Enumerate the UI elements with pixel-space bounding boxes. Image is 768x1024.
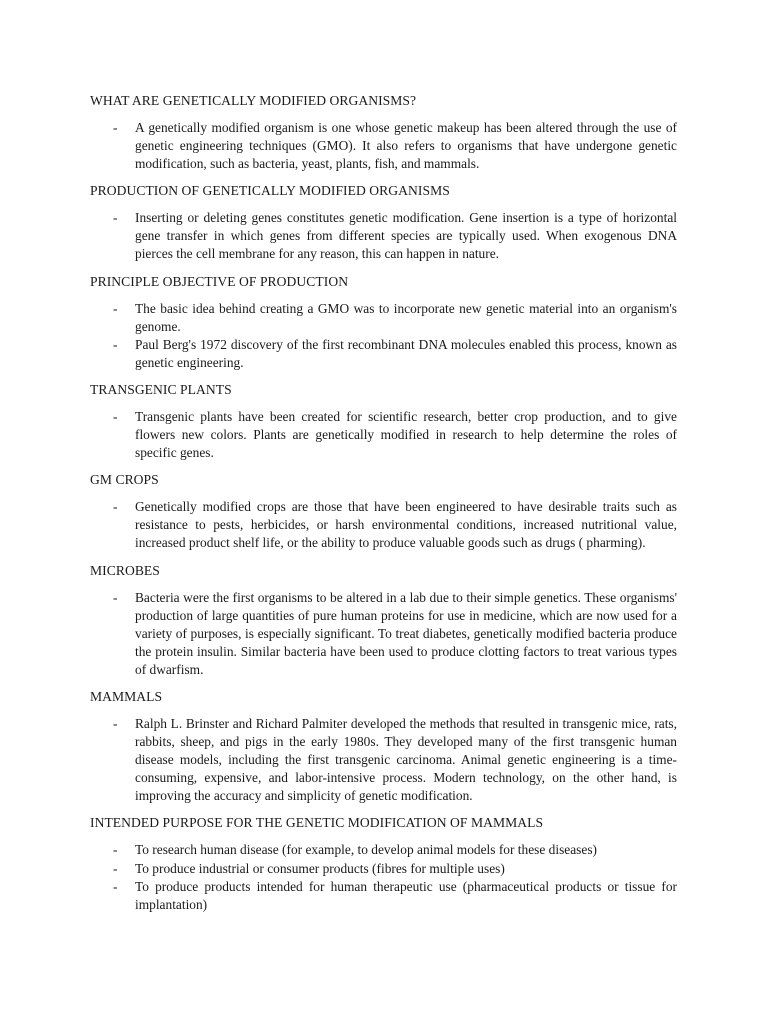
- bullet-list: [90, 300, 677, 372]
- bullet-item: [90, 408, 677, 462]
- bullet-text: Bacteria were the first organisms to be altered in a lab due to their simple genetics. These organisms' production of large quantities of pure human proteins for use in medicine, which are now used for a variety of purposes, is especially significant. To treat diabetes, genetically modified bacteria produce the protein insulin. Similar bacteria have been used to produce clotting factors to treat various types of dwarfism.: [135, 589, 677, 677]
- bullet-list: [90, 841, 677, 913]
- bullet-text: A genetically modified organism is one whose genetic makeup has been altered through the use of genetic engineering techniques (GMO). It also refers to organisms that have undergone genetic modification, such as bacteria, yeast, plants, fish, and mammals.: [135, 120, 677, 172]
- document-content: [90, 92, 677, 923]
- bullet-dash: -: [113, 499, 118, 515]
- bullet-list: [90, 209, 677, 263]
- bullet-item: [90, 589, 677, 679]
- bullet-item: [90, 860, 677, 878]
- bullet-dash: -: [113, 589, 118, 605]
- section-title: TRANSGENIC PLANTS: [90, 381, 232, 397]
- bullet-dash: -: [113, 300, 118, 316]
- bullet-text: To produce products intended for human therapeutic use (pharmaceutical products or tissue for implantation): [135, 878, 677, 912]
- bullet-text: Transgenic plants have been created for scientific research, better crop production, and to give flowers new colors. Plants are genetically modified in research to help determine the roles of specific genes.: [135, 408, 677, 461]
- bullet-dash: -: [113, 860, 118, 876]
- bullet-list: [90, 408, 677, 462]
- section-title: PRODUCTION OF GENETICALLY MODIFIED ORGANISMS: [90, 183, 450, 199]
- section-title: MAMMALS: [90, 688, 163, 704]
- bullet-text: Inserting or deleting genes constitutes genetic modification. Gene insertion is a type of horizontal gene transfer in which genes from different species are typically used. When exogenous DNA pierces the cell membrane for any reason, this can happen in nature.: [135, 210, 677, 262]
- bullet-item: [90, 119, 677, 173]
- bullet-list: [90, 589, 677, 679]
- bullet-text: To research human disease (for example, to develop animal models for these diseases): [135, 842, 597, 858]
- bullet-item: [90, 336, 677, 372]
- bullet-list: [90, 715, 677, 805]
- section-title: GM CROPS: [90, 472, 159, 488]
- bullet-list: [90, 119, 677, 173]
- section-title: INTENDED PURPOSE FOR THE GENETIC MODIFICATION OF MAMMALS: [90, 815, 544, 831]
- bullet-item: [90, 498, 677, 552]
- bullet-dash: -: [113, 878, 118, 894]
- bullet-text: The basic idea behind creating a GMO was to incorporate new genetic material into an organism's genome.: [135, 300, 677, 334]
- section-title: MICROBES: [90, 562, 160, 578]
- bullet-dash: -: [113, 210, 118, 226]
- bullet-dash: -: [113, 842, 118, 858]
- bullet-item: [90, 715, 677, 805]
- bullet-item: [90, 300, 677, 336]
- section-title: WHAT ARE GENETICALLY MODIFIED ORGANISMS?: [90, 93, 417, 108]
- bullet-list: [90, 498, 677, 552]
- bullet-text: Genetically modified crops are those that have been engineered to have desirable traits such as resistance to pests, herbicides, or harsh environmental conditions, increased nutritional value, increased product shelf life, or the ability to produce valuable goods such as drugs ( pharming).: [135, 499, 677, 551]
- bullet-dash: -: [113, 336, 118, 352]
- bullet-item: [90, 209, 677, 263]
- bullet-item: [90, 878, 677, 914]
- bullet-dash: -: [113, 408, 118, 424]
- bullet-dash: -: [113, 120, 118, 135]
- bullet-item: [90, 841, 677, 859]
- bullet-text: Paul Berg's 1972 discovery of the first recombinant DNA molecules enabled this process, known as genetic engineering.: [135, 336, 677, 370]
- bullet-text: To produce industrial or consumer products (fibres for multiple uses): [135, 860, 505, 876]
- bullet-dash: -: [113, 715, 118, 731]
- bullet-text: Ralph L. Brinster and Richard Palmiter developed the methods that resulted in transgenic mice, rats, rabbits, sheep, and pigs in the early 1980s. They developed many of the first transgenic human disease models, including the first transgenic carcinoma. Animal genetic engineering is a time-consuming, expensive, and labor-intensive process. Modern technology, on the other hand, is improving the accuracy and simplicity of genetic modification.: [135, 715, 677, 804]
- section-title: PRINCIPLE OBJECTIVE OF PRODUCTION: [90, 273, 349, 289]
